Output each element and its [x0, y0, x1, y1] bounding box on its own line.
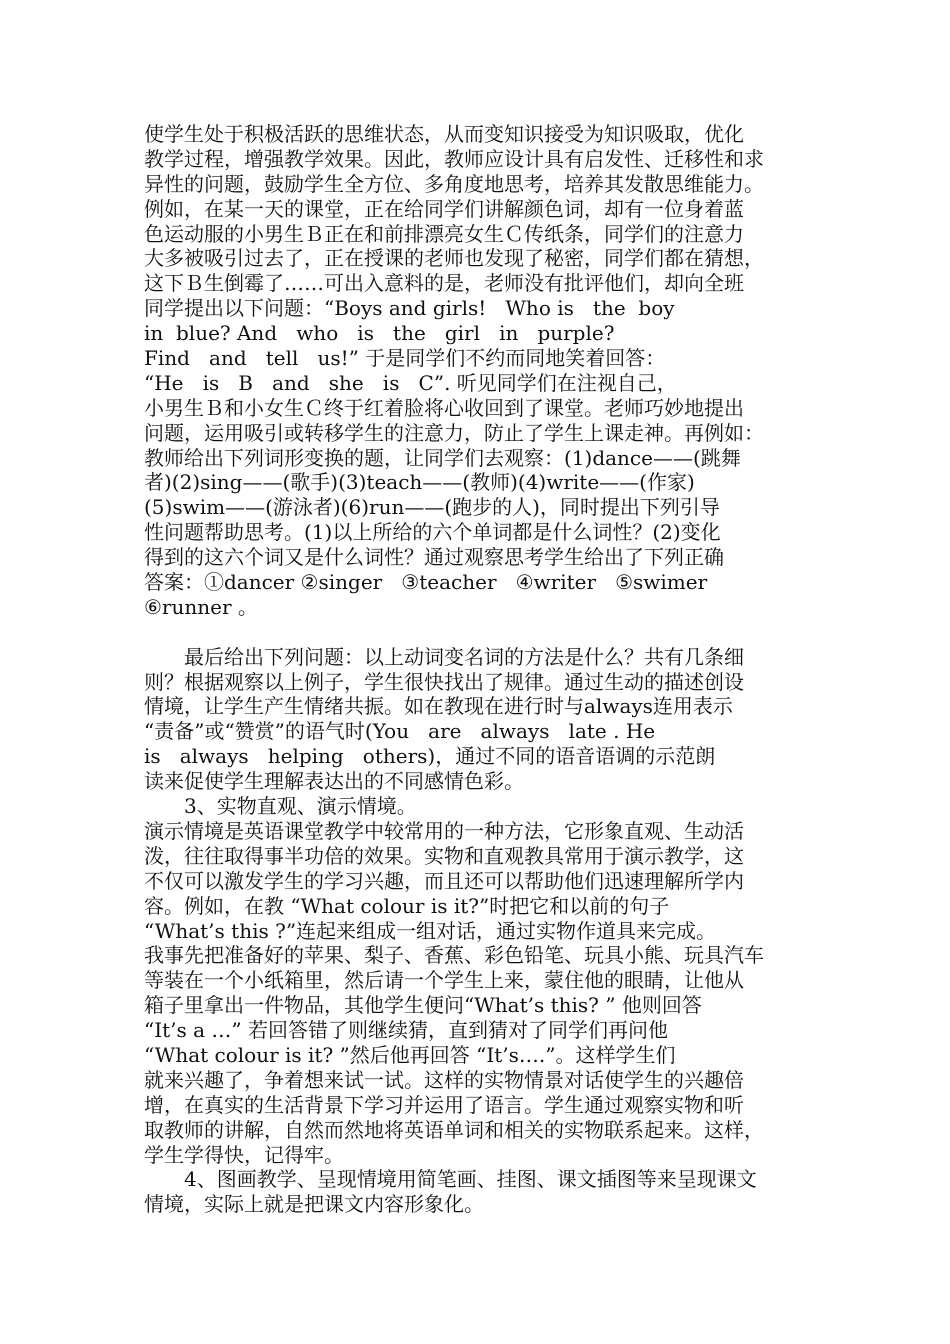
text-line: “He is B and she is C”. 听见同学们在注视自己，: [144, 370, 677, 395]
text-line: 得到的这六个词又是什么词性？通过观察思考学生给出了下列正确: [144, 545, 724, 570]
text-line: 不仅可以激发学生的学习兴趣，而且还可以帮助他们迅速理解所学内: [144, 868, 744, 893]
text-line: 读来促使学生理解表达出的不同感情色彩。: [144, 769, 524, 794]
text-line: 同学提出以下问题：“Boys and girls! Who is the boy: [144, 296, 675, 321]
section-heading: 3、实物直观、演示情境。: [144, 794, 417, 819]
text-line: 容。例如，在教 “What colour is it?”时把它和以前的句子: [144, 893, 670, 918]
text-line: 增，在真实的生活背景下学习并运用了语言。学生通过观察实物和听: [144, 1092, 744, 1117]
text-line: 则？根据观察以上例子，学生很快找出了规律。通过生动的描述创设: [144, 669, 744, 694]
text-line: 异性的问题，鼓励学生全方位、多角度地思考，培养其发散思维能力。: [144, 171, 764, 196]
text-line: 演示情境是英语课堂教学中较常用的一种方法，它形象直观、生动活: [144, 818, 744, 843]
text-line: 箱子里拿出一件物品，其他学生便问“What’s this? ” 他则回答: [144, 993, 702, 1018]
text-line: in blue? And who is the girl in purple?: [144, 321, 615, 346]
text-line: 取教师的讲解，自然而然地将英语单词和相关的实物联系起来。这样，: [144, 1117, 764, 1142]
text-line: 使学生处于积极活跃的思维状态，从而变知识接受为知识吸取，优化: [144, 122, 744, 146]
text-line: “责备”或“赞赏”的语气时(You are always late . He: [144, 719, 656, 744]
text-line: “What’s this ?”连起来组成一组对话，通过实物作道具来完成。: [144, 918, 717, 943]
text-line: 学生学得快，记得牢。: [144, 1142, 344, 1167]
text-line: 教学过程，增强教学效果。因此，教师应设计具有启发性、迁移性和求: [144, 146, 764, 171]
body-text: [144, 122, 824, 1217]
text-line: (5)swim——(游泳者)(6)run——(跑步的人)，同时提出下列引导: [144, 495, 720, 520]
text-line: 情境，让学生产生情绪共振。如在教现在进行时与always连用表示: [144, 694, 733, 719]
text-line: 就来兴趣了，争着想来试一试。这样的实物情景对话使学生的兴趣倍: [144, 1067, 744, 1092]
text-line: 等装在一个小纸箱里，然后请一个学生上来，蒙住他的眼睛，让他从: [144, 968, 744, 993]
paragraph-gap: [144, 620, 824, 645]
text-line: 教师给出下列词形变换的题，让同学们去观察：(1)dance——(跳舞: [144, 445, 741, 470]
text-line: 者)(2)sing——(歌手)(3)teach——(教师)(4)write——(作家): [144, 470, 695, 495]
text-line: 色运动服的小男生Ｂ正在和前排漂亮女生Ｃ传纸条，同学们的注意力: [144, 221, 744, 246]
text-line: ⑥runner 。: [144, 594, 258, 619]
text-line: “It’s a …” 若回答错了则继续猜，直到猜对了同学们再问他: [144, 1018, 669, 1043]
text-line: 问题，运用吸引或转移学生的注意力，防止了学生上课走神。再例如：: [144, 420, 764, 445]
section-heading: 4、图画教学、呈现情境用简笔画、挂图、课文插图等来呈现课文: [144, 1167, 757, 1192]
text-line: 我事先把准备好的苹果、梨子、香蕉、彩色铅笔、玩具小熊、玩具汽车: [144, 943, 764, 968]
text-line: 答案：①dancer ②singer ③teacher ④writer ⑤swimer: [144, 570, 708, 595]
text-line: 小男生Ｂ和小女生Ｃ终于红着脸将心收回到了课堂。老师巧妙地提出: [144, 395, 744, 420]
text-line: 大多被吸引过去了，正在授课的老师也发现了秘密，同学们都在猜想，: [144, 246, 764, 271]
text-line: 最后给出下列问题：以上动词变名词的方法是什么？共有几条细: [144, 644, 744, 669]
text-line: 这下Ｂ生倒霉了……可出入意料的是，老师没有批评他们，却向全班: [144, 271, 744, 296]
text-line: Find and tell us!” 于是同学们不约而同地笑着回答：: [144, 346, 666, 371]
text-line: 情境，实际上就是把课文内容形象化。: [144, 1192, 484, 1217]
text-line: “What colour is it? ”然后他再回答 “It’s….”。这样学生们: [144, 1042, 676, 1067]
text-line: 例如，在某一天的课堂，正在给同学们讲解颜色词，却有一位身着蓝: [144, 196, 744, 221]
text-line: is always helping others)，通过不同的语音语调的示范朗: [144, 744, 716, 769]
text-line: 性问题帮助思考。(1)以上所给的六个单词都是什么词性？(2)变化: [144, 520, 721, 545]
text-line: 泼，往往取得事半功倍的效果。实物和直观教具常用于演示教学，这: [144, 843, 744, 868]
